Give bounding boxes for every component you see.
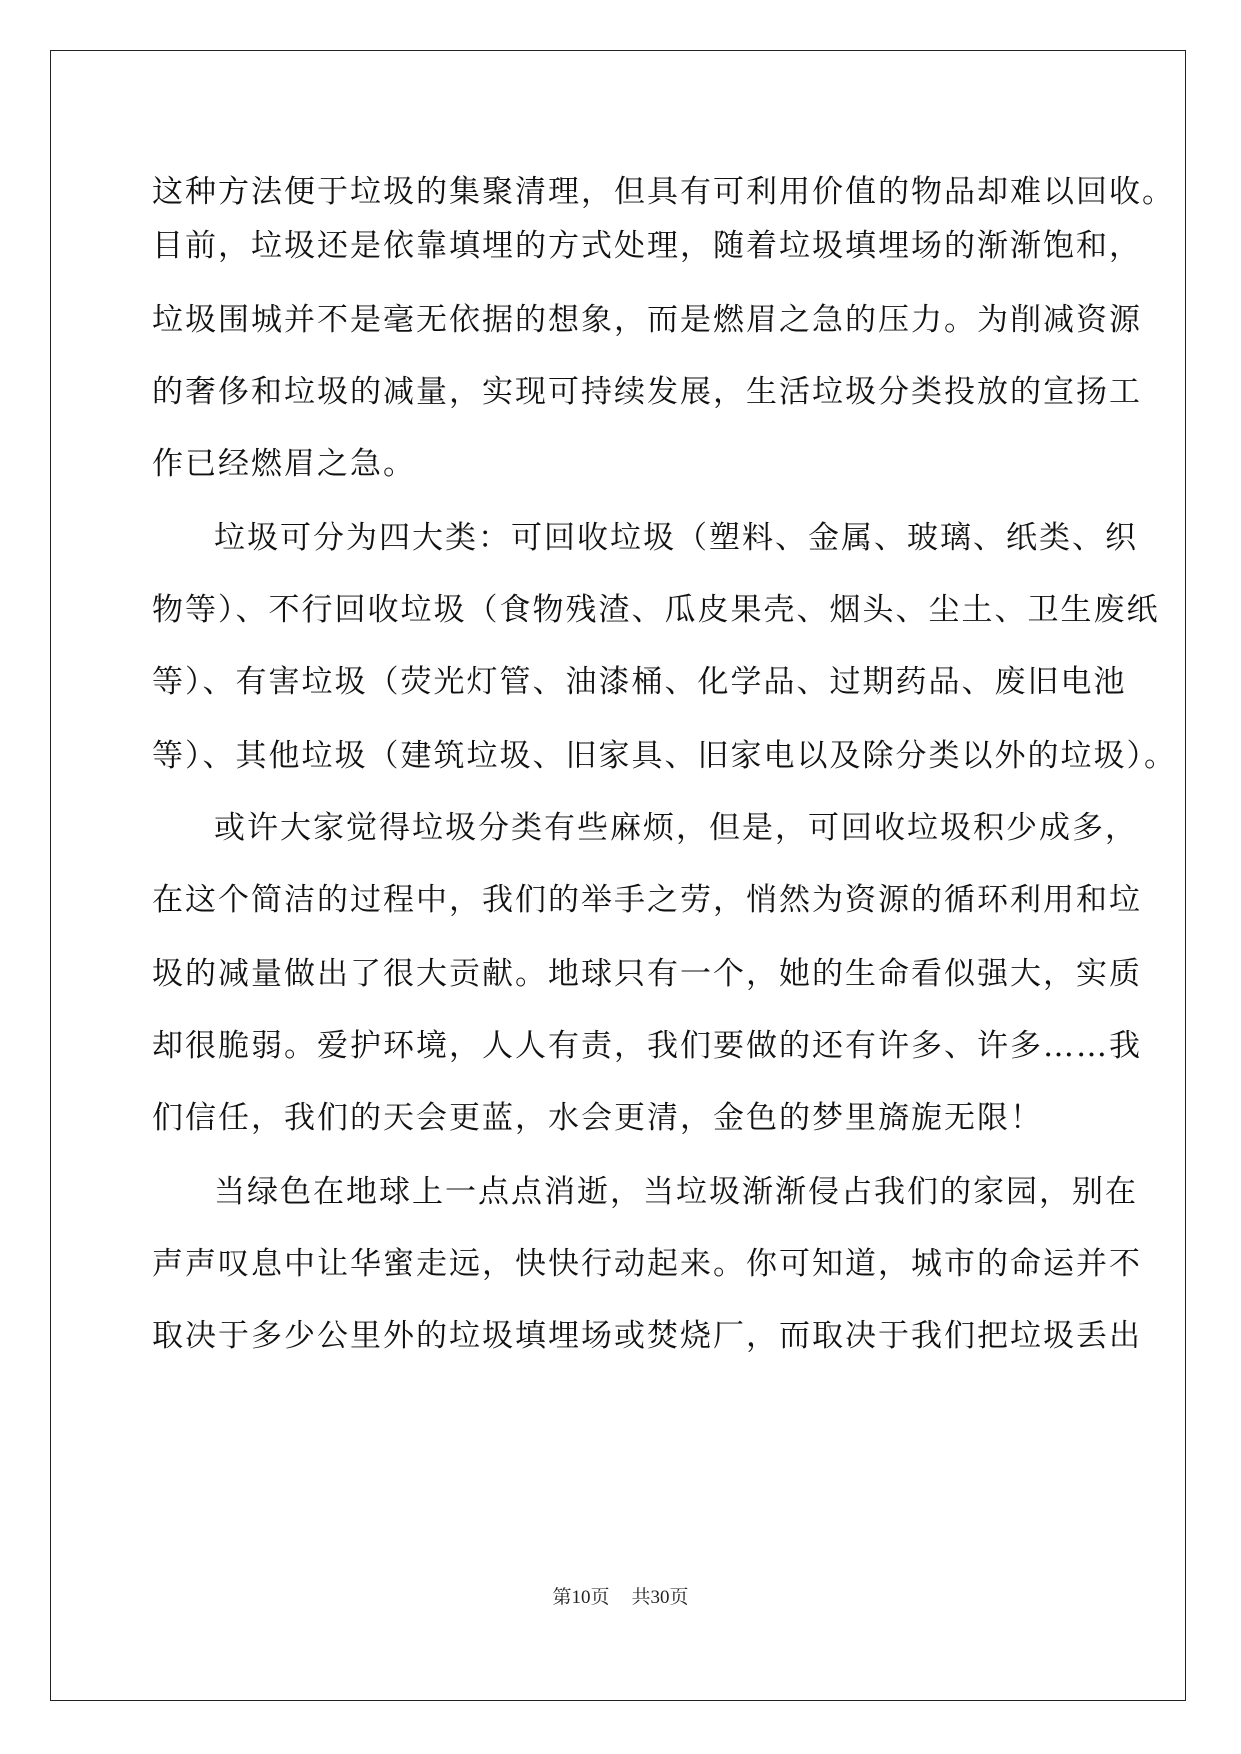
- text-line: 圾的减量做出了很大贡献。地球只有一个，她的生命看似强大，实质: [152, 956, 1142, 992]
- text-line: 在这个简洁的过程中，我们的举手之劳，悄然为资源的循环利用和垃: [152, 882, 1142, 918]
- text-line: 等）、有害垃圾（荧光灯管、油漆桶、化学品、过期药品、废旧电池: [152, 664, 1127, 700]
- text-line: 这种方法便于垃圾的集聚清理，但具有可利用价值的物品却难以回收。: [152, 174, 1175, 210]
- text-line: 等）、其他垃圾（建筑垃圾、旧家具、旧家电以及除分类以外的垃圾）。: [152, 738, 1177, 774]
- page-border: [50, 50, 1186, 1701]
- page-number: 第10页: [552, 1587, 610, 1608]
- text-line: 垃圾围城并不是毫无依据的想象，而是燃眉之急的压力。为削减资源: [152, 302, 1142, 338]
- text-line: 们信任，我们的天会更蓝，水会更清，金色的梦里旖旎无限！: [152, 1100, 1043, 1136]
- paragraph-first-line: 垃圾可分为四大类：可回收垃圾（塑料、金属、玻璃、纸类、织: [214, 520, 1138, 556]
- text-line: 取决于多少公里外的垃圾填埋场或焚烧厂，而取决于我们把垃圾丢出: [152, 1318, 1142, 1354]
- text-line: 声声叹息中让华蜜走远，快快行动起来。你可知道，城市的命运并不: [152, 1246, 1142, 1282]
- paragraph-first-line: 当绿色在地球上一点点消逝，当垃圾渐渐侵占我们的家园，别在: [214, 1174, 1138, 1210]
- text-line: 却很脆弱。爱护环境，人人有责，我们要做的还有许多、许多……我: [152, 1028, 1142, 1064]
- paragraph-first-line: 或许大家觉得垃圾分类有些麻烦，但是，可回收垃圾积少成多，: [214, 810, 1138, 846]
- text-line: 目前，垃圾还是依靠填埋的方式处理，随着垃圾填埋场的渐渐饱和，: [152, 228, 1142, 264]
- page-total: 共30页: [631, 1587, 689, 1608]
- text-line: 作已经燃眉之急。: [152, 446, 416, 482]
- text-line: 物等）、不行回收垃圾（食物残渣、瓜皮果壳、烟头、尘土、卫生废纸: [152, 592, 1160, 628]
- text-line: 的奢侈和垃圾的减量，实现可持续发展，生活垃圾分类投放的宣扬工: [152, 374, 1142, 410]
- page-footer: [0, 1586, 1241, 1610]
